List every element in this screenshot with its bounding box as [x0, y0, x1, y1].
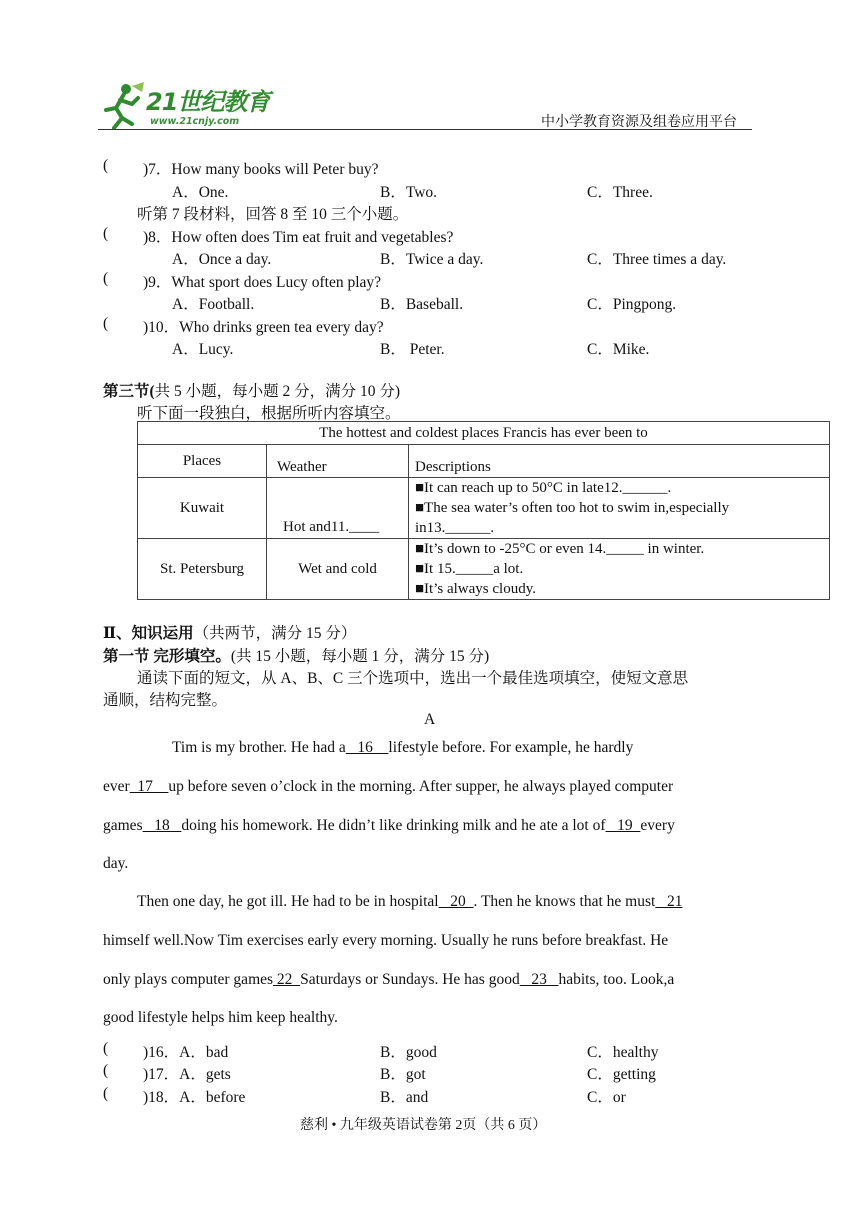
passage-text: Then one day, he got ill. He had to be in hospital [137, 893, 439, 910]
info-table [137, 421, 830, 600]
q9-option-a: A．Football. [172, 296, 255, 313]
q10-option-b: B． Peter. [380, 341, 445, 358]
blank-21: 21 [655, 893, 683, 910]
cloze-title-rest: (共 15 小题，每小题 1 分，满分 15 分) [230, 648, 490, 665]
q8-option-c: C．Three times a day. [587, 251, 727, 268]
row-kuwait-weather: Hot and11.____ [267, 478, 409, 539]
runner-logo-icon [98, 80, 148, 130]
passage-text: games [103, 817, 143, 834]
passage-text: only plays computer games [103, 971, 274, 988]
q17-option-b: B．got [380, 1066, 426, 1083]
q9-option-b: B．Baseball. [380, 296, 464, 313]
passage-line [103, 817, 675, 835]
passage-line [137, 893, 682, 911]
section3-title-rest: 共 5 小题，每小题 2 分，满分 10 分) [154, 383, 401, 400]
passage-line: good lifestyle helps him keep healthy. [103, 1009, 338, 1026]
part2-title-bold: Ⅱ、知识运用 [103, 625, 194, 642]
row-stpetersburg-desc [409, 539, 830, 600]
passage-line: day. [103, 855, 129, 872]
part2-title-rest: （共两节，满分 15 分） [193, 625, 357, 642]
desc-line: ■It’s down to -25°C or even 14._____ in winter. [415, 541, 705, 557]
desc-line: ■It 15._____a lot. [415, 561, 524, 577]
cloze-instruction-2: 通顺，结构完整。 [103, 692, 228, 709]
passage-label: A [424, 711, 436, 728]
q8-option-b: B．Twice a day. [380, 251, 484, 268]
intro-8-10: 听第 7 段材料，回答 8 至 10 三个小题。 [137, 206, 409, 223]
passage-line: himself well.Now Tim exercises early every morning. Usually he runs before breakfast. He [103, 932, 669, 949]
desc-line: ■It’s always cloudy. [415, 581, 536, 597]
passage-line [103, 778, 673, 796]
logo-text: 21世纪教育 [146, 88, 270, 116]
passage-text: up before seven o’clock in the morning. After supper, he always played computer [168, 778, 674, 795]
q7-option-c: C．Three. [587, 184, 653, 201]
q16-option-b: B．good [380, 1044, 437, 1061]
blank-17: 17 [129, 778, 169, 795]
passage-text: Saturdays or Sundays. He has good [300, 971, 520, 988]
q8-paren: ( [103, 225, 109, 242]
blank-16: 16 [345, 739, 389, 756]
passage-text: . Then he knows that he must [473, 893, 656, 910]
passage-text: Tim is my brother. He had a [172, 739, 346, 756]
blank-23: 23 [519, 971, 559, 988]
q7-option-a: A．One. [172, 184, 229, 201]
passage-line [103, 971, 674, 989]
desc-line: ■The sea water’s often too hot to swim in,especially [415, 500, 730, 516]
q10-option-a: A．Lucy. [172, 341, 234, 358]
q18-option-a: )18．A．before [143, 1089, 246, 1106]
q10-question: )10．Who drinks green tea every day? [143, 319, 384, 336]
q17-option-a: )17．A．gets [143, 1066, 231, 1083]
page-footer: 慈利 • 九年级英语试卷第 2页（共 6 页） [300, 1118, 547, 1133]
passage-text: every [640, 817, 675, 834]
q16-paren: ( [103, 1040, 109, 1057]
q18-option-b: B．and [380, 1089, 429, 1106]
row-kuwait-place: Kuwait [138, 478, 267, 539]
q16-option-a: )16．A．bad [143, 1044, 229, 1061]
q17-paren: ( [103, 1062, 109, 1079]
q9-option-c: C．Pingpong. [587, 296, 677, 313]
part2-title [103, 621, 356, 643]
desc-line: ■It can reach up to 50°C in late12.______. [415, 480, 672, 496]
cloze-instruction-1: 通读下面的短文，从 A、B、C 三个选项中，选出一个最佳选项填空，使短文意思 [137, 670, 689, 687]
passage-text: habits, too. Look,a [558, 971, 675, 988]
cloze-title-bold: 第一节 完形填空。 [103, 648, 231, 665]
row-stpetersburg-place: St. Petersburg [138, 539, 267, 600]
q8-question: )8．How often does Tim eat fruit and vegetables? [143, 229, 454, 246]
q10-paren: ( [103, 315, 109, 332]
header-descriptions: Descriptions [409, 445, 830, 478]
table-caption: The hottest and coldest places Francis has ever been to [138, 422, 830, 445]
passage-text: ever [103, 778, 130, 795]
section3-title-bold: 第三节( [103, 383, 155, 400]
platform-name: 中小学教育资源及组卷应用平台 [541, 115, 737, 130]
passage-line [172, 739, 633, 757]
q8-option-a: A．Once a day. [172, 251, 272, 268]
q10-option-c: C．Mike. [587, 341, 650, 358]
passage-text: lifestyle before. For example, he hardly [388, 739, 634, 756]
desc-line: in13.______. [415, 520, 495, 536]
q7-paren: ( [103, 157, 109, 174]
passage-text: doing his homework. He didn’t like drinking milk and he ate a lot of [181, 817, 606, 834]
header-divider [98, 129, 752, 130]
q16-option-c: C．healthy [587, 1044, 659, 1061]
q18-option-c: C．or [587, 1089, 626, 1106]
logo [98, 80, 288, 130]
cloze-section-title [103, 644, 489, 666]
q7-question: )7．How many books will Peter buy? [143, 161, 379, 178]
q9-paren: ( [103, 270, 109, 287]
q9-question: )9．What sport does Lucy often play? [143, 274, 382, 291]
logo-url: www.21cnjy.com [150, 116, 240, 127]
blank-22: 22 [273, 971, 301, 988]
header-weather: Weather [267, 445, 409, 478]
q7-option-b: B．Two. [380, 184, 438, 201]
blank-19: 19 [605, 817, 641, 834]
q17-option-c: C．getting [587, 1066, 656, 1083]
row-kuwait-desc [409, 478, 830, 539]
header-places: Places [138, 445, 267, 478]
section3-instruction: 听下面一段独白，根据所听内容填空。 [137, 405, 401, 422]
q18-paren: ( [103, 1085, 109, 1102]
section3-title [103, 379, 400, 401]
blank-20: 20 [438, 893, 474, 910]
row-stpetersburg-weather: Wet and cold [267, 539, 409, 600]
blank-18: 18 [142, 817, 182, 834]
